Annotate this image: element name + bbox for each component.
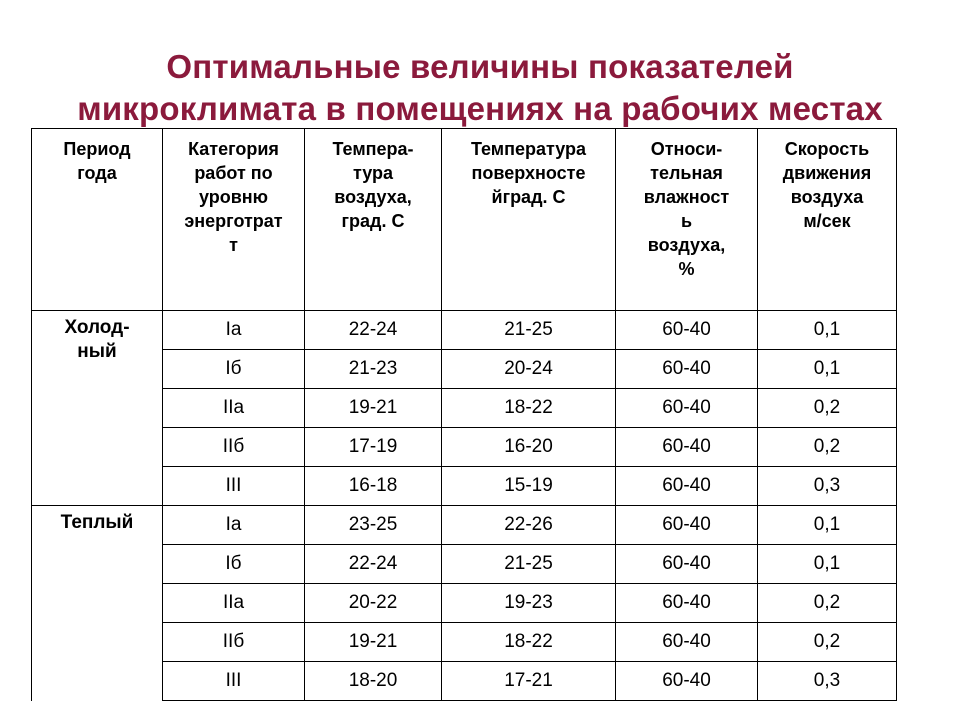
cell-humidity: 60-40 [616,467,758,506]
header-line: воздуха [790,187,864,207]
cell-category: IIа [163,584,305,623]
header-line: т [229,235,238,255]
header-line: энерготрат [184,211,283,231]
cell-surface-temperature: 19-23 [442,584,616,623]
cell-surface-temperature: 15-19 [442,467,616,506]
cell-humidity: 60-40 [616,506,758,545]
cell-air-temperature: 23-25 [305,506,442,545]
header-category [163,129,305,311]
header-line: тельная [650,163,723,183]
cell-surface-temperature: 17-21 [442,662,616,701]
cell-period [32,506,163,701]
cell-category: Iб [163,545,305,584]
header-line: тура [352,163,394,183]
cell-air-temperature: 22-24 [305,545,442,584]
cell-surface-temperature: 18-22 [442,389,616,428]
table-row [32,311,897,350]
cell-air-temperature: 21-23 [305,350,442,389]
cell-category: IIб [163,428,305,467]
header-period [32,129,163,311]
header-line: м/сек [803,211,851,231]
microclimate-table [31,128,897,701]
cell-air-speed: 0,1 [758,350,897,389]
cell-humidity: 60-40 [616,662,758,701]
cell-air-speed: 0,2 [758,389,897,428]
cell-surface-temperature: 21-25 [442,311,616,350]
header-line: движения [782,163,872,183]
header-line: влажност [643,187,730,207]
cell-category: IIа [163,389,305,428]
cell-air-temperature: 20-22 [305,584,442,623]
header-row [32,129,897,311]
cell-category: IIб [163,623,305,662]
header-air-temperature [305,129,442,311]
cell-air-speed: 0,2 [758,623,897,662]
title-line-1: Оптимальные величины показателей [166,48,794,85]
cell-air-temperature: 16-18 [305,467,442,506]
cell-air-speed: 0,2 [758,584,897,623]
table-body [32,129,897,701]
header-line: град. С [341,211,405,231]
header-line: воздуха, [647,235,726,255]
header-line: уровню [198,187,269,207]
period-line: ный [77,341,117,362]
header-line: Температура [470,139,587,159]
header-line: Скорость [784,139,870,159]
cell-period [32,311,163,506]
cell-surface-temperature: 18-22 [442,623,616,662]
cell-humidity: 60-40 [616,428,758,467]
cell-air-temperature: 19-21 [305,623,442,662]
cell-air-speed: 0,1 [758,311,897,350]
cell-surface-temperature: 21-25 [442,545,616,584]
cell-air-speed: 0,2 [758,428,897,467]
cell-air-temperature: 19-21 [305,389,442,428]
header-line: % [678,259,695,279]
cell-air-speed: 0,3 [758,467,897,506]
header-line: Период [63,139,131,159]
header-line: работ по [194,163,273,183]
header-line: года [77,163,117,183]
table-row [32,506,897,545]
cell-humidity: 60-40 [616,584,758,623]
cell-air-temperature: 18-20 [305,662,442,701]
title-line-2: микроклимата в помещениях на рабочих местах [77,90,883,127]
cell-humidity: 60-40 [616,623,758,662]
cell-air-temperature: 17-19 [305,428,442,467]
cell-surface-temperature: 20-24 [442,350,616,389]
cell-humidity: 60-40 [616,311,758,350]
cell-category: III [163,662,305,701]
cell-air-speed: 0,1 [758,545,897,584]
cell-humidity: 60-40 [616,389,758,428]
header-humidity [616,129,758,311]
slide-title [0,46,960,130]
cell-surface-temperature: 22-26 [442,506,616,545]
cell-air-speed: 0,1 [758,506,897,545]
header-line: Относи- [650,139,723,159]
cell-humidity: 60-40 [616,545,758,584]
header-line: Темпера- [332,139,414,159]
cell-surface-temperature: 16-20 [442,428,616,467]
header-line: Категория [188,139,279,159]
period-line: Теплый [60,512,134,533]
header-surface-temperature [442,129,616,311]
header-line: йград. С [491,187,566,207]
header-air-speed [758,129,897,311]
header-line: воздуха, [334,187,412,207]
period-line: Холод- [64,317,130,338]
header-line: ь [680,211,693,231]
cell-category: Iб [163,350,305,389]
cell-category: Iа [163,311,305,350]
cell-category: III [163,467,305,506]
cell-air-speed: 0,3 [758,662,897,701]
cell-humidity: 60-40 [616,350,758,389]
header-line: поверхносте [471,163,586,183]
cell-category: Iа [163,506,305,545]
cell-air-temperature: 22-24 [305,311,442,350]
